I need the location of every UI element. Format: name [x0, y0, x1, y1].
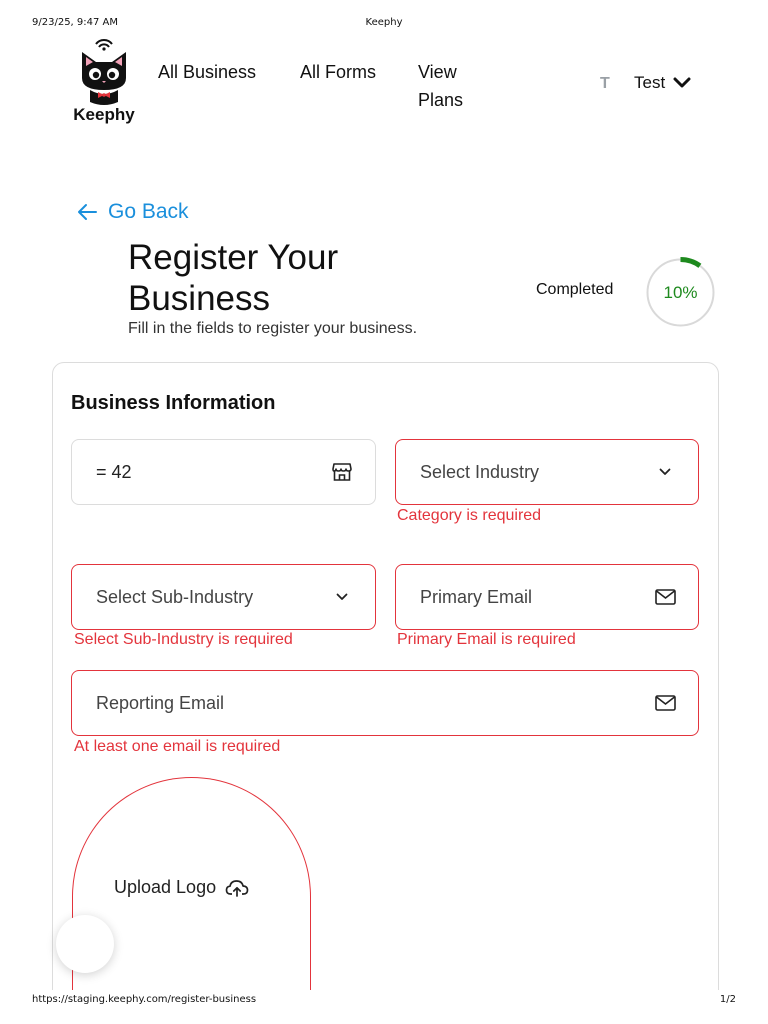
print-page-number: 1/2: [719, 994, 736, 1005]
sub-industry-select[interactable]: [71, 564, 376, 630]
completed-label: Completed: [536, 281, 614, 298]
cloud-upload-icon: [225, 879, 249, 897]
reporting-email-input[interactable]: [96, 693, 654, 714]
chevron-down-icon: [331, 586, 353, 608]
arrow-left-icon: [76, 203, 98, 221]
print-datetime: 9/23/25, 9:47 AM: [32, 17, 119, 28]
upload-logo-dropzone[interactable]: [72, 777, 311, 1024]
industry-select[interactable]: [395, 439, 699, 505]
go-back-link[interactable]: [76, 200, 189, 224]
go-back-label: Go Back: [108, 200, 189, 223]
user-avatar-initial[interactable]: T: [600, 75, 610, 92]
brand-name: Keephy: [73, 105, 135, 124]
page-title: Register Your Business: [128, 238, 339, 318]
business-name-field[interactable]: [71, 439, 376, 505]
primary-email-field[interactable]: [395, 564, 699, 630]
progress-ring: [645, 257, 716, 328]
sub-industry-error: Select Sub-Industry is required: [74, 631, 293, 648]
upload-logo-button[interactable]: [114, 877, 249, 898]
print-header: [0, 17, 768, 31]
chevron-down-icon: [654, 461, 676, 483]
nav-view-plans[interactable]: View Plans: [418, 62, 464, 110]
page-subtitle: Fill in the fields to register your business.: [128, 320, 418, 337]
print-footer: [0, 994, 768, 1008]
reporting-email-error: At least one email is required: [74, 738, 281, 755]
upload-logo-label: Upload Logo: [114, 877, 217, 897]
section-title: Business Information: [71, 392, 276, 414]
user-menu[interactable]: [634, 73, 691, 93]
primary-email-input[interactable]: [420, 587, 654, 608]
mail-icon: [654, 586, 676, 608]
progress-value: 10%: [663, 282, 698, 302]
nav-all-forms[interactable]: All Forms: [300, 62, 376, 82]
print-url: https://staging.keephy.com/register-business: [32, 994, 257, 1005]
primary-email-error: Primary Email is required: [397, 631, 576, 648]
store-icon: [331, 461, 353, 483]
industry-error: Category is required: [397, 507, 542, 524]
sub-industry-select-placeholder: Select Sub-Industry: [96, 586, 254, 607]
cat-mascot-icon: [72, 38, 136, 106]
brand-logo[interactable]: [68, 38, 140, 126]
user-name: Test: [634, 73, 666, 92]
nav-all-business[interactable]: All Business: [158, 62, 257, 82]
mail-icon: [654, 692, 676, 714]
business-name-value: = 42: [96, 461, 132, 482]
industry-select-placeholder: Select Industry: [420, 461, 540, 482]
print-page-title: Keephy: [365, 17, 403, 28]
chevron-down-icon: [673, 77, 691, 89]
floating-action-button[interactable]: [56, 915, 114, 973]
reporting-email-field[interactable]: [71, 670, 699, 736]
